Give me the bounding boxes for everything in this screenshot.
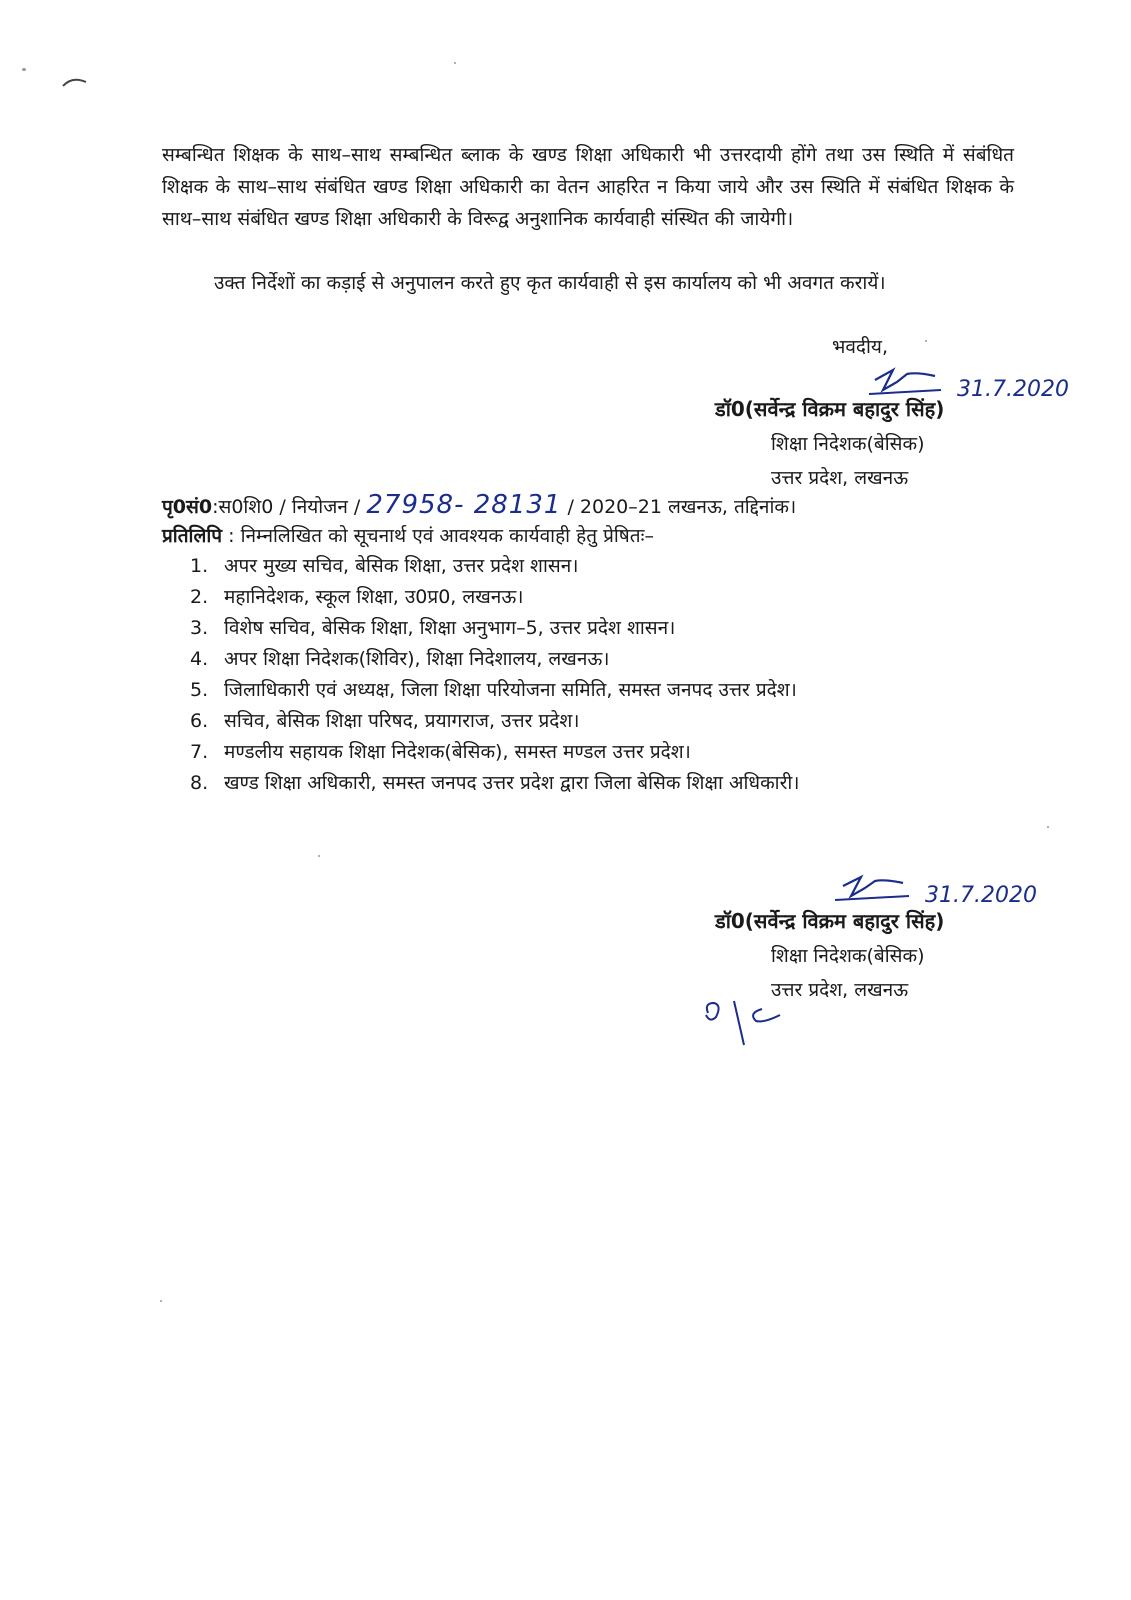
- list-item: [190, 551, 799, 582]
- scan-speck: [160, 1300, 162, 1302]
- handwritten-oc-mark: [700, 995, 790, 1050]
- list-item-number: 5.: [190, 679, 209, 701]
- signatory-name: डॉ0(सर्वेन्द्र विक्रम बहादुर सिंह): [715, 909, 945, 933]
- signatory-place: उत्तर प्रदेश, लखनऊ: [771, 467, 909, 489]
- reference-line: [162, 490, 796, 520]
- list-item-text: अपर मुख्य सचिव, बेसिक शिक्षा, उत्तर प्रदेश शासन।: [224, 555, 579, 577]
- list-item-text: अपर शिक्षा निदेशक(शिविर), शिक्षा निदेशालय, लखनऊ।: [224, 648, 610, 670]
- scan-speck: [1047, 826, 1049, 828]
- copy-to-text: : निम्नलिखित को सूचनार्थ एवं आवश्यक कार्यवाही हेतु प्रेषितः–: [222, 525, 654, 547]
- list-item: [190, 644, 799, 675]
- list-item-number: 6.: [190, 710, 209, 732]
- list-item-number: 4.: [190, 648, 209, 670]
- scan-mark: [60, 74, 90, 90]
- list-item: [190, 582, 799, 613]
- list-item-text: महानिदेशक, स्कूल शिक्षा, उ0प्र0, लखनऊ।: [224, 586, 524, 608]
- list-item-number: 3.: [190, 617, 209, 639]
- signatory-name: डॉ0(सर्वेन्द्र विक्रम बहादुर सिंह): [715, 397, 945, 421]
- reference-suffix: / 2020–21 लखनऊ, तद्दिनांक।: [561, 496, 797, 518]
- svg-text:31.7.2020: 31.7.2020: [957, 377, 1069, 402]
- list-item-text: सचिव, बेसिक शिक्षा परिषद, प्रयागराज, उत्तर प्रदेश।: [224, 710, 580, 732]
- signatory-place: उत्तर प्रदेश, लखनऊ: [771, 979, 909, 1001]
- scan-speck: [454, 62, 456, 64]
- copy-to-line: [162, 522, 654, 548]
- list-item-text: जिलाधिकारी एवं अध्यक्ष, जिला शिक्षा परियोजना समिति, समस्त जनपद उत्तर प्रदेश।: [224, 679, 797, 701]
- list-item: [190, 613, 799, 644]
- body-paragraph-1: सम्बन्धित शिक्षक के साथ–साथ सम्बन्धित ब्लाक के खण्ड शिक्षा अधिकारी भी उत्तरदायी होंगे तथा उस स्थिति में संबंधित शिक्षक के साथ–साथ संबंधित खण्ड शिक्षा अधिकारी का वेतन आहरित न किया जाये और उस स्थिति में संबंधित शिक्षक के साथ–साथ संबंधित खण्ड शिक्षा अधिकारी के विरूद्व अनुशानिक कार्यवाही संस्थित की जायेगी।: [162, 144, 1014, 230]
- reference-prefix: :स0शि0 / नियोजन /: [212, 496, 367, 518]
- copy-to-list: [190, 551, 799, 799]
- scan-speck: [925, 340, 927, 342]
- body-paragraph-2: उक्त निर्देशों का कड़ाई से अनुपालन करते हुए कृत कार्यवाही से इस कार्यालय को भी अवगत करायें।: [214, 272, 886, 294]
- signatory-title: शिक्षा निदेशक(बेसिक): [771, 433, 925, 455]
- scan-speck: [318, 855, 320, 857]
- list-item-text: मण्डलीय सहायक शिक्षा निदेशक(बेसिक), समस्त मण्डल उत्तर प्रदेश।: [224, 741, 691, 763]
- list-item: [190, 737, 799, 768]
- scan-speck: [22, 68, 26, 71]
- list-item-number: 8.: [190, 772, 209, 794]
- reference-label: पृ0सं0: [162, 496, 213, 518]
- copy-to-label: प्रतिलिपि: [162, 525, 223, 547]
- signatory-title: शिक्षा निदेशक(बेसिक): [771, 945, 925, 967]
- list-item-text: विशेष सचिव, बेसिक शिक्षा, शिक्षा अनुभाग–5, उत्तर प्रदेश शासन।: [224, 617, 676, 639]
- reference-handwritten-number: 27958- 28131: [366, 490, 562, 520]
- salutation: भवदीय,: [832, 336, 888, 358]
- list-item: [190, 768, 799, 799]
- svg-text:31.7.2020: 31.7.2020: [925, 883, 1037, 908]
- list-item-number: 7.: [190, 741, 209, 763]
- list-item-text: खण्ड शिक्षा अधिकारी, समस्त जनपद उत्तर प्रदेश द्वारा जिला बेसिक शिक्षा अधिकारी।: [224, 772, 800, 794]
- list-item-number: 2.: [190, 586, 209, 608]
- list-item-number: 1.: [190, 555, 209, 577]
- list-item: [190, 706, 799, 737]
- list-item: [190, 675, 799, 706]
